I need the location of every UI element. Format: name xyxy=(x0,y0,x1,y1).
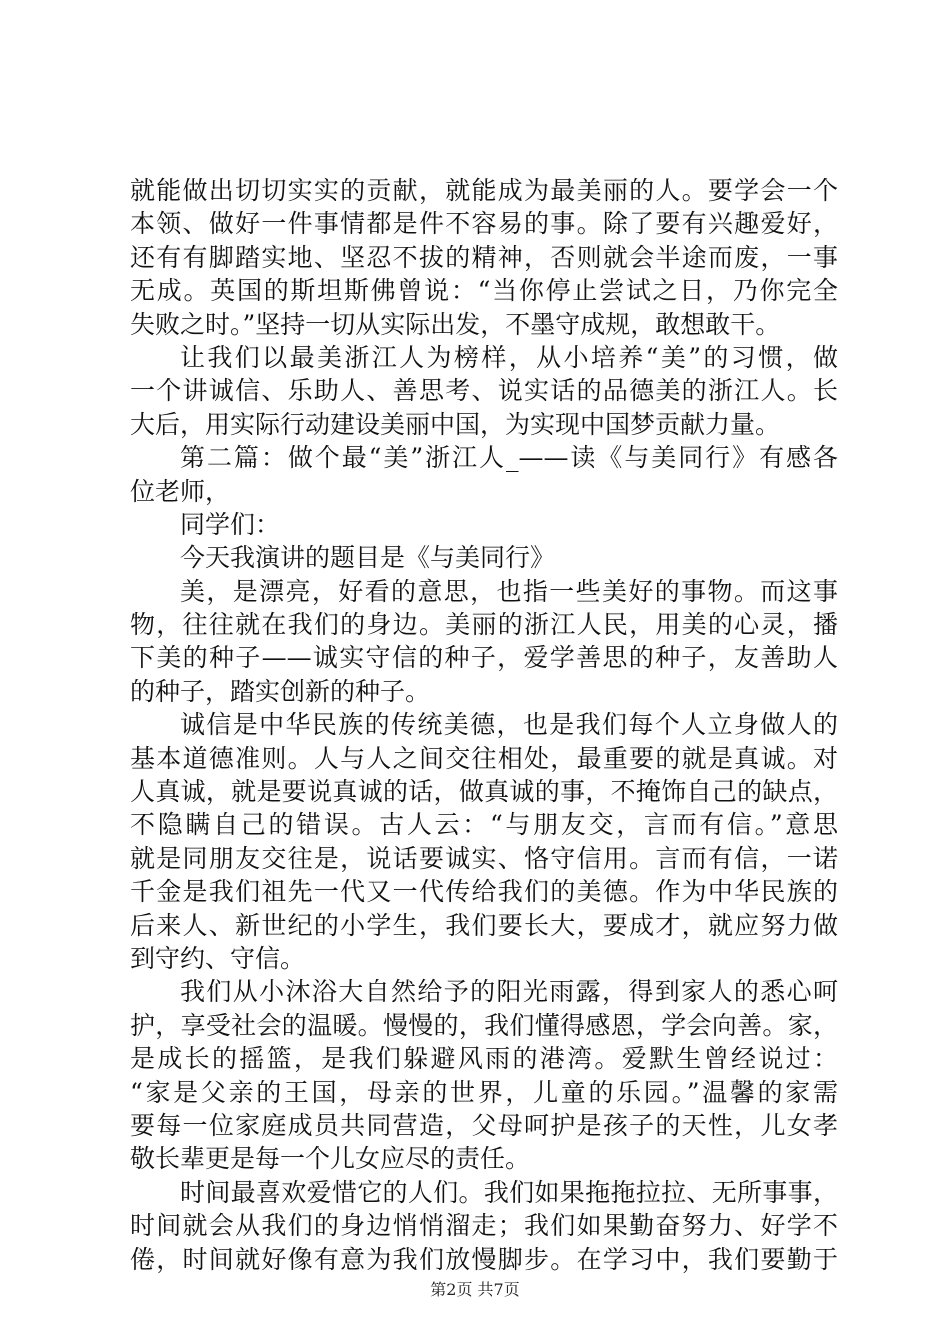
text-line: 倦，时间就好像有意为我们放慢脚步。在学习中，我们要勤于 xyxy=(130,1244,838,1274)
text-line: 还有有脚踏实地、坚忍不拔的精神，否则就会半途而废，一事 xyxy=(130,242,838,272)
text-line: 人真诚，就是要说真诚的话，做真诚的事，不掩饰自己的缺点， xyxy=(130,777,838,807)
text-line: 就是同朋友交往是，说话要诚实、恪守信用。言而有信，一诺 xyxy=(130,843,838,873)
text-line: 大后，用实际行动建设美丽中国，为实现中国梦贡献力量。 xyxy=(130,409,781,439)
text-line: 物，往往就在我们的身边。美丽的浙江人民，用美的心灵，播 xyxy=(130,610,838,640)
text-line: 时间最喜欢爱惜它的人们。我们如果拖拖拉拉、无所事事， xyxy=(180,1177,838,1207)
text-line: 第二篇：做个最“美”浙江人_——读《与美同行》有感各 xyxy=(180,443,838,473)
text-line: 我们从小沐浴大自然给予的阳光雨露，得到家人的悉心呵 xyxy=(180,977,838,1007)
text-line: 一个讲诚信、乐助人、善思考、说实话的品德美的浙江人。长 xyxy=(130,376,838,406)
text-line: 时间就会从我们的身边悄悄溜走；我们如果勤奋努力、好学不 xyxy=(130,1211,838,1241)
text-line: 的种子，踏实创新的种子。 xyxy=(130,676,431,706)
text-line: 下美的种子——诚实守信的种子，爱学善思的种子，友善助人 xyxy=(130,643,838,673)
text-line: 同学们： xyxy=(180,509,281,539)
text-line: 到守约、守信。 xyxy=(130,943,306,973)
text-line: 本领、做好一件事情都是件不容易的事。除了要有兴趣爱好， xyxy=(130,209,838,239)
text-line: 就能做出切切实实的贡献，就能成为最美丽的人。要学会一个 xyxy=(130,176,838,205)
text-line: 后来人、新世纪的小学生，我们要长大，要成才，就应努力做 xyxy=(130,910,838,940)
text-line: 要每一位家庭成员共同营造，父母呵护是孩子的天性，儿女孝 xyxy=(130,1110,838,1140)
text-line: 无成。英国的斯坦斯佛曾说：“当你停止尝试之日，乃你完全 xyxy=(130,276,838,306)
text-line: 诚信是中华民族的传统美德，也是我们每个人立身做人的 xyxy=(180,710,838,740)
text-line: 美，是漂亮，好看的意思，也指一些美好的事物。而这事 xyxy=(180,576,838,606)
text-line: 今天我演讲的题目是《与美同行》 xyxy=(180,543,556,573)
text-line: “家是父亲的王国，母亲的世界，儿童的乐园。”温馨的家需 xyxy=(130,1077,838,1107)
text-line: 不隐瞒自己的错误。古人云：“与朋友交，言而有信。”意思 xyxy=(130,810,838,840)
text-line: 护，享受社会的温暖。慢慢的，我们懂得感恩，学会向善。家， xyxy=(130,1010,838,1040)
text-line: 敬长辈更是每一个儿女应尽的责任。 xyxy=(130,1144,531,1174)
text-line: 让我们以最美浙江人为榜样，从小培养“美”的习惯，做 xyxy=(180,342,838,372)
text-line: 基本道德准则。人与人之间交往相处，最重要的就是真诚。对 xyxy=(130,743,838,773)
text-line: 失败之时。”坚持一切从实际出发，不墨守成规，敢想敢干。 xyxy=(130,309,781,339)
text-line: 千金是我们祖先一代又一代传给我们的美德。作为中华民族的 xyxy=(130,877,838,907)
page-number-footer: 第2页 共7页 xyxy=(430,1280,520,1299)
text-line: 是成长的摇篮，是我们躲避风雨的港湾。爱默生曾经说过： xyxy=(130,1044,838,1074)
document-body xyxy=(130,174,838,1276)
text-line: 位老师， xyxy=(130,476,231,506)
